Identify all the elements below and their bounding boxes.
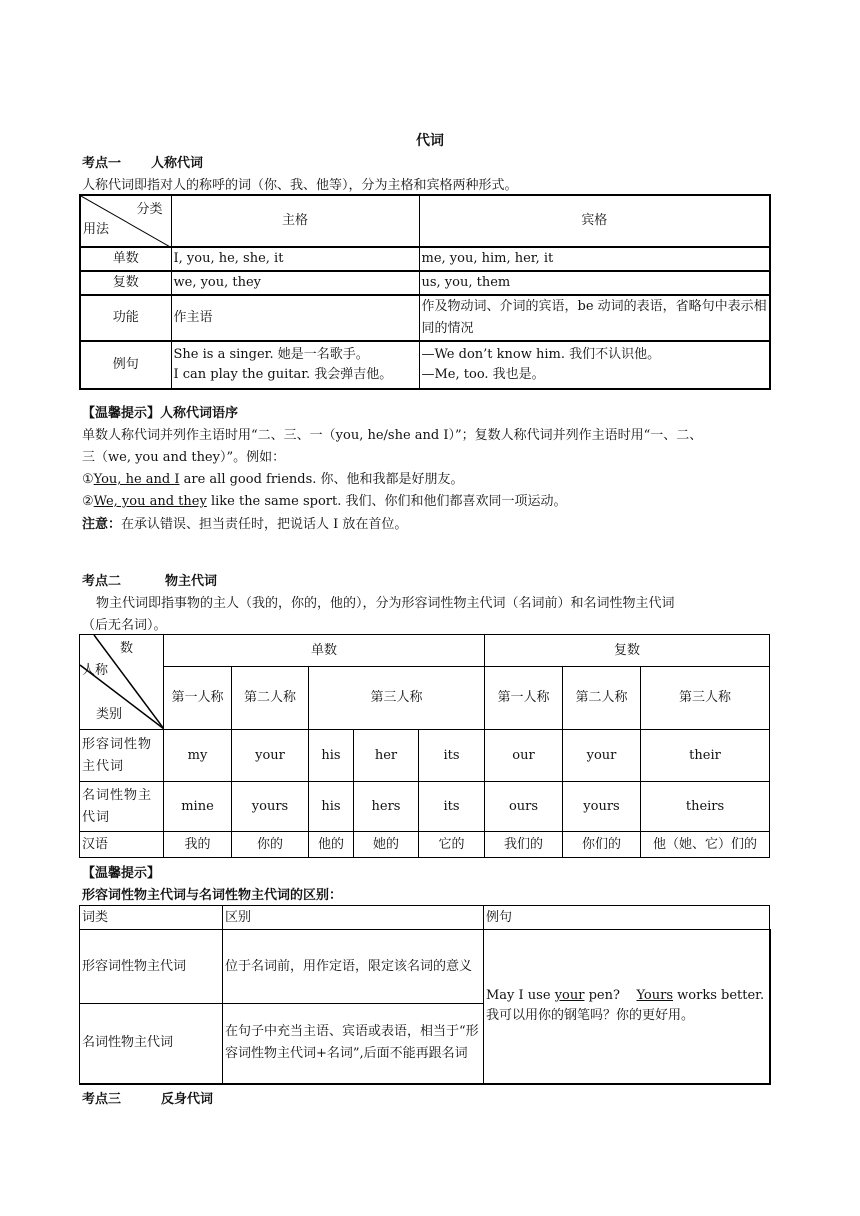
section2-heading: [82, 570, 217, 589]
example-text: are all good friends. 你、他和我都是好朋友。: [179, 472, 464, 487]
plural-header: 复数: [485, 635, 770, 667]
cell: ours: [485, 782, 563, 832]
corner-top-label: 数: [120, 641, 134, 656]
example-cell: [484, 930, 770, 1084]
section1-number: 考点一: [82, 156, 122, 171]
cell: theirs: [641, 782, 770, 832]
tip1-title: 【温馨提示】人称代词语序: [82, 406, 239, 421]
note: [82, 513, 407, 532]
underlined-text: You, he and I: [93, 472, 180, 487]
second-person-header: 第二人称: [232, 667, 309, 730]
section2-intro1: 物主代词即指事物的主人（我的，你的，他的），分为形容词性物主代词（名词前）和名词性物主代词: [96, 596, 675, 611]
example-text: like the same sport. 我们、你们和他们都喜欢同一项运动。: [206, 494, 567, 509]
example-text: pen?: [584, 988, 637, 1004]
row2-difference: 在句子中充当主语、宾语或表语，相当于“形容词性物主代词+名词”,后面不能再跟名词: [223, 1004, 484, 1084]
cell: its: [419, 782, 485, 832]
example-line: —Me, too. 我也是。: [421, 367, 545, 382]
section1-name: 人称代词: [151, 156, 204, 171]
cell: 他的: [309, 832, 354, 858]
header-difference: 区别: [223, 906, 484, 930]
section1-heading: [82, 152, 203, 171]
col-subjective-header: 主格: [171, 195, 419, 247]
col-objective-header: 宾格: [419, 195, 770, 247]
row-noun-label: 名词性物主代词: [80, 782, 164, 832]
cell: 你的: [232, 832, 309, 858]
cell: 你们的: [563, 832, 641, 858]
third-person-header: 第三人称: [641, 667, 770, 730]
table1-corner: [80, 195, 171, 247]
example-number: ①: [82, 472, 94, 487]
cell: 他（她、它）们的: [641, 832, 770, 858]
section1-intro: 人称代词即指对人的称呼的词（你、我、他等），分为主格和宾格两种形式。: [82, 178, 518, 193]
cell: we, you, they: [171, 271, 419, 295]
header-type: 词类: [80, 906, 223, 930]
cell: 我们的: [485, 832, 563, 858]
tip1-line1: 单数人称代词并列作主语时用“二、三、一（you, he/she and I）”；复数人称代词并列作主语时用“一、二、: [82, 428, 703, 443]
row-adjective-label: 形容词性物主代词: [80, 730, 164, 782]
note-text: 在承认错误、担当责任时，把说话人 I 放在首位。: [121, 517, 408, 532]
first-person-header: 第一人称: [485, 667, 563, 730]
row-chinese-label: 汉语: [80, 832, 164, 858]
cell: her: [354, 730, 419, 782]
example-text: May I use: [486, 988, 555, 1004]
corner-bottom-label: 类别: [96, 707, 123, 722]
cell: your: [232, 730, 309, 782]
cell: your: [563, 730, 641, 782]
table2-corner: [80, 635, 164, 730]
header-example: 例句: [484, 906, 770, 930]
third-person-header: 第三人称: [309, 667, 485, 730]
cell: [171, 341, 419, 389]
cell: mine: [164, 782, 232, 832]
cell: its: [419, 730, 485, 782]
example-line: She is a singer. 她是一名歌手。: [173, 347, 369, 362]
cell: 作主语: [171, 295, 419, 341]
section3-name: 反身代词: [161, 1092, 214, 1107]
underlined-text: We, you and they: [93, 494, 207, 509]
cell: his: [309, 782, 354, 832]
row1-type: 形容词性物主代词: [80, 930, 223, 1004]
corner-bottom-label: 用法: [83, 222, 110, 237]
possessive-pronoun-table: [79, 634, 770, 858]
example-number: ②: [82, 494, 94, 509]
singular-header: 单数: [164, 635, 485, 667]
example-line: I can play the guitar. 我会弹吉他。: [173, 367, 393, 382]
example2: [82, 490, 566, 509]
cell: yours: [563, 782, 641, 832]
example-sentence: [486, 986, 767, 1006]
row-plural-label: 复数: [80, 271, 171, 295]
tip2-subtitle: 形容词性物主代词与名词性物主代词的区别：: [82, 888, 343, 903]
row-singular-label: 单数: [80, 247, 171, 271]
row1-difference: 位于名词前，用作定语，限定该名词的意义: [223, 930, 484, 1004]
first-person-header: 第一人称: [164, 667, 232, 730]
example1: [82, 468, 464, 487]
corner-mid-label: 人称: [82, 663, 109, 678]
cell: 她的: [354, 832, 419, 858]
cell: my: [164, 730, 232, 782]
tip2-title: 【温馨提示】: [82, 866, 161, 881]
cell: us, you, them: [419, 271, 770, 295]
underlined-text: Yours: [636, 988, 674, 1004]
tip1-line2: 三（we, you and they）”。例如：: [82, 450, 286, 465]
row-example-label: 例句: [80, 341, 171, 389]
section2-name: 物主代词: [165, 574, 218, 589]
row2-type: 名词性物主代词: [80, 1004, 223, 1084]
underlined-text: your: [554, 988, 585, 1004]
second-person-header: 第二人称: [563, 667, 641, 730]
example-line: —We don’t know him. 我们不认识他。: [421, 347, 661, 362]
comparison-table: [79, 905, 771, 1085]
example-translation: 我可以用你的钢笔吗？你的更好用。: [486, 1008, 695, 1024]
section2-number: 考点二: [82, 574, 122, 589]
cell: yours: [232, 782, 309, 832]
cell: their: [641, 730, 770, 782]
personal-pronoun-table: [79, 194, 771, 390]
note-label: 注意：: [82, 517, 122, 532]
corner-top-label: 分类: [136, 202, 163, 217]
cell: his: [309, 730, 354, 782]
page-title: 代词: [416, 133, 444, 149]
cell: hers: [354, 782, 419, 832]
cell: I, you, he, she, it: [171, 247, 419, 271]
cell: 作及物动词、介词的宾语，be 动词的表语，省略句中表示相同的情况: [419, 295, 770, 341]
section2-intro2: （后无名词）。: [82, 618, 167, 633]
cell: our: [485, 730, 563, 782]
section3-heading: [82, 1088, 213, 1107]
cell: [419, 341, 770, 389]
cell: 它的: [419, 832, 485, 858]
cell: me, you, him, her, it: [419, 247, 770, 271]
section3-number: 考点三: [82, 1092, 122, 1107]
cell: 我的: [164, 832, 232, 858]
example-text: works better.: [673, 988, 765, 1004]
row-function-label: 功能: [80, 295, 171, 341]
